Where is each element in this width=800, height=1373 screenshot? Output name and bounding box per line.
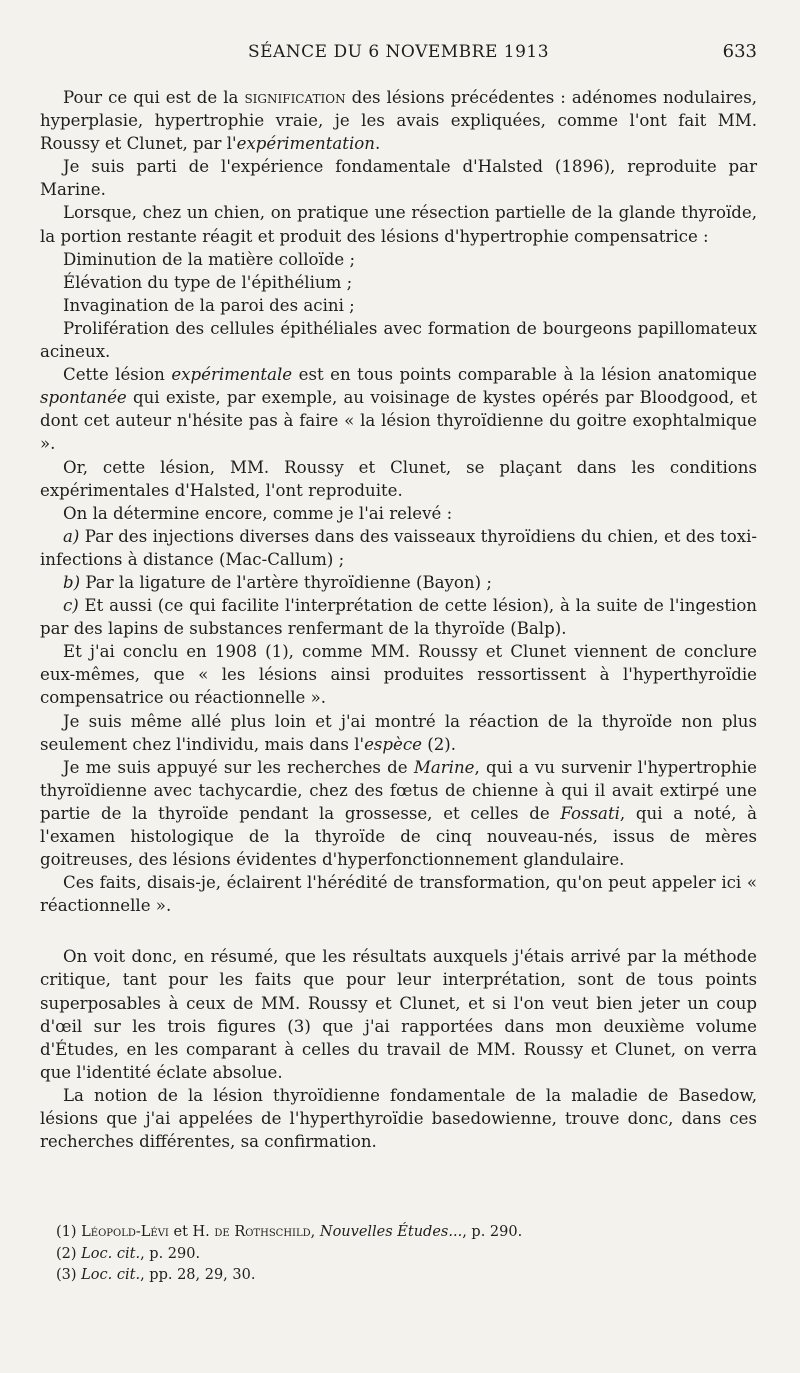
list-line: Invagination de la paroi des acini ; — [63, 295, 355, 315]
emphasis: expérimentation — [236, 134, 375, 154]
footnote-title: Nouvelles Études... — [319, 1224, 463, 1240]
item-label: c) — [63, 596, 79, 616]
paragraph-9: Or, cette lésion, MM. Roussy et Clunet, se plaçant dans les conditions expérimentales d'Halsted, l'ont reproduite. — [40, 457, 757, 500]
paragraph-18: On voit donc, en résumé, que les résultats auxquels j'étais arrivé par la méthode critique, tant pour les faits que pour leur interprétation, sont de tous points superposables à ceux de MM. Roussy et Clunet, et si l'on veut bien jeter un coup d'œil sur les trois figures (3) que j'ai rapportées dans mon deuxième volume d'Études, en les comparant à celles du travail de MM. Roussy et Clunet, on verra que l'identité éclate absolue. — [40, 947, 757, 1082]
footnotes — [56, 1222, 756, 1287]
footnote-2: (2) Loc. cit., p. 290. — [56, 1245, 201, 1262]
list-line: Prolifération des cellules épithéliales avec formation de bourgeons papillomateux acineux. — [40, 318, 757, 362]
page-number: 633 — [722, 41, 757, 62]
running-title: SÉANCE DU 6 NOVEMBRE 1913 — [247, 42, 550, 62]
paragraph-2: Je suis parti de l'expérience fondamentale d'Halsted (1896), reproduite par Marine. — [40, 157, 757, 200]
footnote-3: (3) Loc. cit., pp. 28, 29, 30. — [56, 1267, 256, 1283]
body-text — [40, 86, 757, 1153]
paragraph-8: Cette lésion expérimentale est en tous points comparable à la lésion anatomique spontanée qui existe, par exemple, au voisinage de kystes opérés par Bloodgood, et dont cet auteur n'hésite pas à faire « la lésion thyroïdienne du goitre exophtalmique ». — [40, 365, 757, 454]
list-line: Diminution de la matière colloïde ; — [63, 249, 356, 269]
item-label: b) — [63, 572, 81, 592]
paragraph-14: Et j'ai conclu en 1908 (1), comme MM. Roussy et Clunet viennent de conclure eux-mêmes, que « les lésions ainsi produites ressortissent à l'hyperthyroïdie compensatrice ou réactionnelle ». — [40, 642, 757, 708]
emphasis: espèce — [364, 734, 422, 754]
paragraph-1: Pour ce qui est de la signification des lésions précédentes : adénomes nodulaires, hyperplasie, hypertrophie vraie, je les avais expliquées, comme l'ont fait MM. Roussy et Clunet, par l'expérimentation. — [40, 88, 757, 154]
page-header — [40, 38, 757, 68]
paragraph-3: Lorsque, chez un chien, on pratique une résection partielle de la glande thyroïde, la portion restante réagit et produit des lésions d'hypertrophie compensatrice : — [40, 203, 757, 246]
emphasis: Marine — [413, 757, 475, 777]
paragraph-16: Je me suis appuyé sur les recherches de Marine, qui a vu survenir l'hypertrophie thyroïdienne avec tachycardie, chez des fœtus de chienne à qui il avait extirpé une partie de la thyroïde pendant la grossesse, et celles de Fossati, qui a noté, à l'examen histologique de la thyroïde de cinq nouveau-nés, issus de mères goitreuses, des lésions évidentes d'hyperfonctionnement glandulaire. — [40, 757, 757, 870]
footnote-1: (1) Léopold-Lévi et H. de Rothschild, Nouvelles Études..., p. 290. — [56, 1224, 523, 1240]
emphasis: expérimentale — [171, 365, 293, 385]
paragraph-19: La notion de la lésion thyroïdienne fondamentale de la maladie de Basedow, lésions que j'ai appelées de l'hyperthyroïdie basedowienne, trouve donc, dans ces recherches différentes, sa confirmation. — [40, 1085, 757, 1152]
item-label: a) — [63, 526, 80, 546]
emphasis: spontanée — [40, 388, 127, 408]
small-caps-term: signification — [244, 88, 346, 107]
emphasis: Fossati — [560, 803, 620, 823]
enumerated-item-c: c) Et aussi (ce qui facilite l'interprétation de cette lésion), à la suite de l'ingestion par des lapins de substances renfermant de la thyroïde (Balp). — [40, 596, 757, 639]
paragraph-17: Ces faits, disais-je, éclairent l'hérédité de transformation, qu'on peut appeler ici « réactionnelle ». — [40, 873, 757, 916]
paragraph-15: Je suis même allé plus loin et j'ai montré la réaction de la thyroïde non plus seulement chez l'individu, mais dans l'espèce (2). — [40, 711, 757, 754]
enumerated-item-a: a) Par des injections diverses dans des vaisseaux thyroïdiens du chien, et des toxi-infections à distance (Mac-Callum) ; — [40, 526, 757, 569]
enumerated-item-b: b) Par la ligature de l'artère thyroïdienne (Bayon) ; — [63, 572, 492, 592]
paragraph-10: On la détermine encore, comme je l'ai relevé : — [63, 503, 453, 523]
list-line: Élévation du type de l'épithélium ; — [63, 272, 353, 292]
